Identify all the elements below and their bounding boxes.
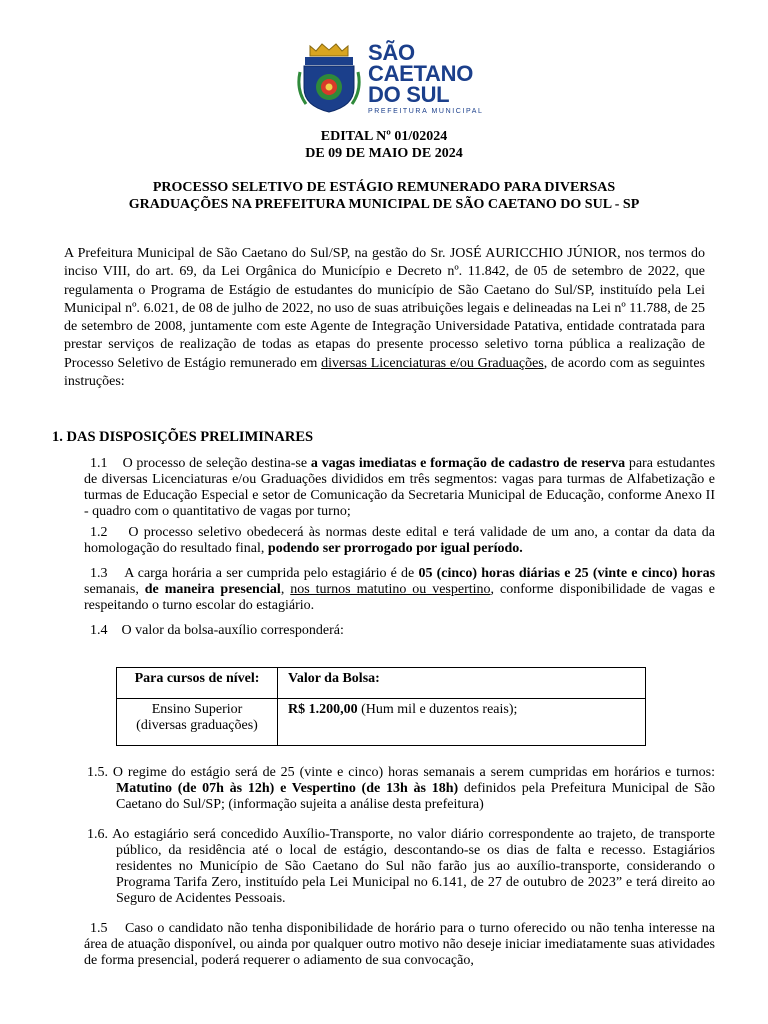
p12-text-bold: podendo ser prorrogado por igual período. <box>267 541 523 556</box>
edital-number: EDITAL Nº 01/02024 <box>320 129 448 144</box>
logo-subtitle: PREFEITURA MUNICIPAL <box>368 108 484 115</box>
intro-text-1: A Prefeitura Municipal de São Caetano do Sul/SP, na gestão do Sr. JOSÉ AURICCHIO JÚNIOR, nos termos do inciso VIII, do art. 69, da Lei Orgânica do Município e Decreto nº. 11.842, de 05 de setembro de 2022, que regulamenta o Programa de Estágio de estudantes do município de São Caetano do Sul/SP, instituído pela Lei Municipal nº. 6.021, de 08 de julho de 2022, no uso de suas atribuições legais e delineadas na Lei nº 11.788, de 25 de setembro de 2008, juntamente com este Agente de Integração Universidade Patativa, entidade contratada para prestar serviços de realização de todas as etapas do presente processo seletivo torna pública a realização de Processo Seletivo de Estágio remunerado em <box>64 246 705 371</box>
p13-text-e: , <box>280 582 291 597</box>
p15a-text-a: 1.5. O regime do estágio será de 25 (vinte e cinco) horas semanais a serem cumpridas em horários e turnos: <box>87 765 715 780</box>
paragraph-1-1 <box>84 456 715 520</box>
table-cell-value <box>278 699 646 746</box>
title-line-2: GRADUAÇÕES NA PREFEITURA MUNICIPAL DE SÃO CAETANO DO SUL - SP <box>128 197 640 212</box>
p14-num: 1.4 <box>90 623 108 638</box>
p11-text-c: para estudantes de diversas Licenciaturas e/ou Graduações divididos em três segmentos: vagas para turmas de Alfabetização e turmas de Educação Especial e setor de Comunicação da Secretaria Municipal de Educação, conforme Anexo II - quadro com o quantitativo de vagas por turno; <box>84 456 716 519</box>
logo-line-3: DO SUL <box>368 82 450 107</box>
prefeitura-logo <box>296 42 496 114</box>
city-crest-icon <box>296 42 362 114</box>
p13-text-underlined: nos turnos matutino ou vespertino <box>290 582 491 597</box>
edital-date: DE 09 DE MAIO DE 2024 <box>305 146 463 161</box>
p12-num: 1.2 <box>90 525 108 540</box>
p15b-num: 1.5 <box>90 921 108 936</box>
paragraph-1-4 <box>90 623 715 639</box>
paragraph-1-5-regime <box>87 765 715 813</box>
p13-text-c: semanais, <box>84 582 145 597</box>
intro-paragraph <box>64 245 705 391</box>
p13-text-bold-2: de maneira presencial <box>144 582 281 597</box>
paragraph-1-5-adiamento <box>84 921 715 969</box>
value-amount: R$ 1.200,00 <box>288 702 358 717</box>
p15a-text-bold: Matutino (de 07h às 12h) e Vespertino (de 13h às 18h) <box>116 781 459 796</box>
table-row <box>117 699 646 746</box>
table-header-level: Para cursos de nível: <box>117 668 278 699</box>
section-title: 1. DAS DISPOSIÇÕES PRELIMINARES <box>52 429 314 445</box>
p14-text: O valor da bolsa-auxílio corresponderá: <box>121 623 344 638</box>
paragraph-1-2 <box>84 525 715 557</box>
p11-num: 1.1 <box>90 456 108 471</box>
p13-text-bold-1: 05 (cinco) horas diárias e 25 (vinte e cinco) horas <box>418 566 716 581</box>
paragraph-1-6: 1.6. Ao estagiário será concedido Auxílio-Transporte, no valor diário correspondente ao trajeto, de transporte público, da residência até o local de estágio, descontando-se os dias de falta e recesso. Estagiários residentes no Município de São Caetano do Sul não farão jus ao auxílio-transporte, considerando o Programa Tarifa Zero, instituído pela Lei Municipal no 6.141, de 27 de outubro de 2023” e terá direito ao Seguro de Acidentes Pessoais. <box>87 827 715 906</box>
title-line-1: PROCESSO SELETIVO DE ESTÁGIO REMUNERADO PARA DIVERSAS <box>152 180 616 195</box>
p11-text-bold: a vagas imediatas e formação de cadastro de reserva <box>310 456 626 471</box>
table-header-value: Valor da Bolsa: <box>278 668 646 699</box>
logo-line-1: SÃO <box>368 40 415 65</box>
p15b-text: Caso o candidato não tenha disponibilidade de horário para o turno oferecido ou não tenha interesse na área de atuação disponível, ou ainda por qualquer outro motivo não deseje iniciar imediatamente suas atividades de forma presencial, poderá requerer o adiamento de sua convocação, <box>84 921 716 968</box>
table-header-row <box>117 668 646 699</box>
p13-num: 1.3 <box>90 566 108 581</box>
p11-text-a: O processo de seleção destina-se <box>122 456 311 471</box>
p13-text-g: , conforme disponibilidade de vagas e respeitando o turno escolar do estagiário. <box>84 582 715 613</box>
p13-text-a: A carga horária a ser cumprida pelo estagiário é de <box>124 566 419 581</box>
intro-underlined: diversas Licenciaturas e/ou Graduações <box>321 355 544 371</box>
level-line-1: Ensino Superior <box>151 702 243 717</box>
table-cell-level <box>117 699 278 746</box>
logo-wordmark <box>368 42 484 115</box>
p12-text-a: O processo seletivo obedecerá às normas deste edital e terá validade de um ano, a contar da data da homologação do resultado final, <box>84 525 716 556</box>
value-amount-text: (Hum mil e duzentos reais); <box>357 702 518 717</box>
intro-text-2: , de acordo com as seguintes instruções: <box>64 355 705 390</box>
bolsa-table <box>116 667 646 746</box>
level-line-2: (diversas graduações) <box>136 718 258 733</box>
p15a-text-c: definidos pela Prefeitura Municipal de São Caetano do Sul/SP; (informação sujeita a análise desta prefeitura) <box>116 781 715 812</box>
logo-line-2: CAETANO <box>368 61 474 86</box>
paragraph-1-3 <box>84 566 715 614</box>
